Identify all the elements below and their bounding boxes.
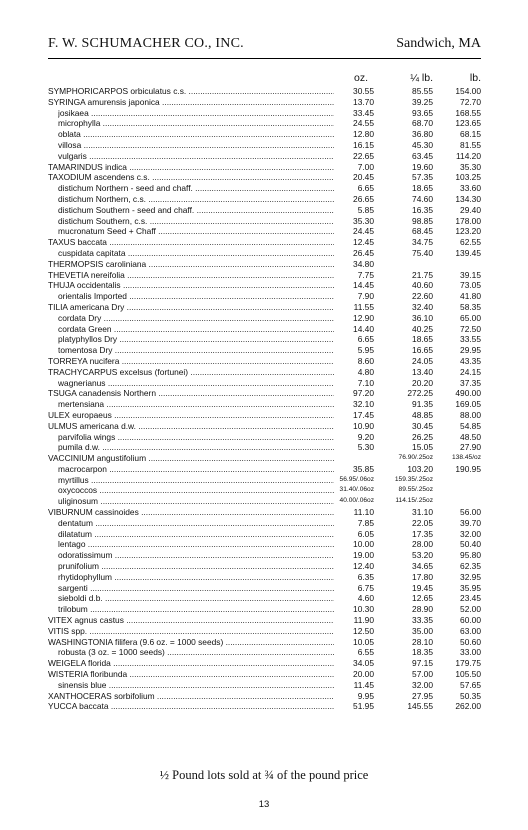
price-oz: 24.55 [353, 118, 374, 129]
table-row [48, 399, 481, 410]
table-row [48, 86, 481, 97]
table-row [48, 259, 481, 270]
price-quarter-lb: 74.60 [412, 193, 433, 204]
species-name: lentago ..... [58, 539, 334, 550]
price-oz: 6.75 [357, 582, 374, 593]
price-lb: 178.00 [455, 215, 481, 226]
species-name: distichum Northern, c.s. ..... [58, 194, 334, 205]
price-oz: 7.90 [357, 291, 374, 302]
price-oz: 19.00 [353, 550, 374, 561]
table-row [48, 367, 481, 378]
page-number: 13 [258, 799, 270, 810]
price-quarter-lb: 21.75 [412, 269, 433, 280]
table-row [48, 539, 481, 550]
price-oz: 51.95 [353, 701, 374, 712]
price-oz: 20.00 [353, 669, 374, 680]
table-row [48, 151, 481, 162]
table-row [48, 334, 481, 345]
footer-note: ½ Pound lots sold at ¾ of the pound price [159, 768, 369, 782]
price-quarter-lb: 33.35 [412, 615, 433, 626]
price-oz: 10.00 [353, 539, 374, 550]
price-lb: 48.50 [460, 431, 481, 442]
price-lb: 41.80 [460, 291, 481, 302]
table-row [48, 485, 481, 496]
price-oz: 32.10 [353, 399, 374, 410]
price-quarter-lb: 98.85 [412, 215, 433, 226]
price-quarter-lb: 24.05 [412, 355, 433, 366]
species-name: oblata ..... [58, 129, 334, 140]
table-row [48, 302, 481, 313]
price-oz: 6.05 [357, 528, 374, 539]
table-row [48, 216, 481, 227]
table-row [48, 237, 481, 248]
price-lb: 23.45 [460, 593, 481, 604]
price-lb: 32.95 [460, 571, 481, 582]
table-row [48, 658, 481, 669]
price-quarter-lb: 15.05 [412, 442, 433, 453]
price-quarter-lb: 36.80 [412, 129, 433, 140]
price-oz: 35.30 [353, 215, 374, 226]
price-oz: 6.65 [357, 334, 374, 345]
price-lb: 50.35 [460, 690, 481, 701]
price-oz: 10.90 [353, 420, 374, 431]
species-name: distichum Northern - seed and chaff. ..... [58, 183, 334, 194]
price-quarter-lb: 18.65 [412, 334, 433, 345]
page-header [48, 36, 481, 56]
species-name: mucronatum Seed + Chaff ..... [58, 226, 334, 237]
price-oz: 7.85 [357, 517, 374, 528]
price-quarter-lb: 85.55 [412, 86, 433, 96]
price-lb: 72.70 [460, 96, 481, 107]
price-quarter-lb: 34.65 [412, 561, 433, 572]
table-row [48, 572, 481, 583]
species-name: orientalis Imported ..... [58, 291, 334, 302]
table-row [48, 129, 481, 140]
price-quarter-lb: 76.90/.25oz [398, 454, 433, 462]
price-lb: 179.75 [455, 658, 481, 669]
price-lb: 33.00 [460, 647, 481, 658]
price-oz: 7.75 [357, 269, 374, 280]
table-row [48, 615, 481, 626]
column-header-quarter-lb: ¼ lb. [410, 72, 433, 84]
price-list [48, 86, 481, 712]
species-name: distichum Southern, c.s. ..... [58, 216, 334, 227]
price-lb: 73.05 [460, 280, 481, 291]
price-quarter-lb: 17.80 [412, 571, 433, 582]
price-quarter-lb: 26.25 [412, 431, 433, 442]
species-name: platyphyllos Dry ..... [58, 334, 334, 345]
column-header-lb: lb. [469, 72, 481, 84]
price-oz: 9.20 [357, 431, 374, 442]
table-row [48, 172, 481, 183]
price-quarter-lb: 30.45 [412, 420, 433, 431]
price-lb: 29.95 [460, 345, 481, 356]
species-name: villosa ..... [58, 140, 334, 151]
price-quarter-lb: 20.20 [412, 377, 433, 388]
price-quarter-lb: 35.00 [412, 625, 433, 636]
price-quarter-lb: 31.10 [412, 507, 433, 518]
table-row [48, 647, 481, 658]
price-oz: 31.40/.06oz [339, 486, 374, 494]
price-quarter-lb: 93.65 [412, 107, 433, 118]
price-lb: 103.25 [455, 172, 481, 183]
table-row [48, 280, 481, 291]
company-location: Sandwich, MA [396, 36, 481, 51]
species-name: oxycoccos ..... [58, 485, 334, 496]
price-lb: 39.15 [460, 269, 481, 280]
price-oz: 12.40 [353, 561, 374, 572]
price-quarter-lb: 40.25 [412, 323, 433, 334]
species-name: cordata Green ..... [58, 324, 334, 335]
species-name: THUJA occidentalis ..... [48, 280, 334, 291]
price-quarter-lb: 145.55 [407, 701, 433, 712]
species-name: uliginosum ..... [58, 496, 334, 507]
price-oz: 4.80 [357, 366, 374, 377]
species-name: YUCCA baccata ..... [48, 701, 334, 712]
price-oz: 8.60 [357, 355, 374, 366]
table-row [48, 561, 481, 572]
species-name: TAMARINDUS indica ..... [48, 162, 334, 173]
price-oz: 20.45 [353, 172, 374, 183]
price-oz: 56.95/.06oz [339, 475, 374, 483]
species-name: mertensiana ..... [58, 399, 334, 410]
price-quarter-lb: 16.35 [412, 204, 433, 215]
price-lb: 123.65 [455, 118, 481, 129]
price-oz: 33.45 [353, 107, 374, 118]
species-name: tomentosa Dry ..... [58, 345, 334, 356]
price-lb: 24.15 [460, 366, 481, 377]
table-row [48, 475, 481, 486]
price-quarter-lb: 12.65 [412, 593, 433, 604]
price-oz: 10.05 [353, 636, 374, 647]
price-quarter-lb: 28.10 [412, 636, 433, 647]
price-lb: 114.20 [456, 150, 481, 161]
species-name: microphylla ..... [58, 118, 334, 129]
price-quarter-lb: 272.25 [407, 388, 433, 399]
price-oz: 34.80 [353, 258, 374, 269]
price-lb: 33.60 [460, 183, 481, 194]
table-row [48, 118, 481, 129]
price-oz: 5.85 [357, 204, 374, 215]
price-oz: 9.95 [357, 690, 374, 701]
species-name: THERMOPSIS caroliniana ..... [48, 259, 334, 270]
price-lb: 490.00 [455, 388, 481, 399]
table-row [48, 194, 481, 205]
table-row [48, 464, 481, 475]
species-name: cordata Dry ..... [58, 313, 334, 324]
price-lb: 190.95 [455, 463, 481, 474]
table-row [48, 378, 481, 389]
price-quarter-lb: 48.85 [412, 409, 433, 420]
price-oz: 35.85 [353, 463, 374, 474]
price-oz: 26.65 [353, 193, 374, 204]
price-quarter-lb: 32.40 [412, 301, 433, 312]
price-quarter-lb: 39.25 [412, 96, 433, 107]
table-row [48, 356, 481, 367]
species-name: sieboldi d.b. ..... [58, 593, 334, 604]
price-lb: 262.00 [455, 701, 481, 712]
table-row [48, 270, 481, 281]
price-quarter-lb: 159.35/.25oz [394, 475, 433, 483]
price-lb: 56.00 [460, 507, 481, 518]
table-row [48, 421, 481, 432]
price-quarter-lb: 18.35 [412, 647, 433, 658]
price-quarter-lb: 68.45 [412, 226, 433, 237]
price-oz: 30.55 [353, 86, 374, 96]
price-quarter-lb: 63.45 [412, 150, 433, 161]
table-row [48, 97, 481, 108]
species-name: WISTERIA floribunda ..... [48, 669, 334, 680]
table-row [48, 140, 481, 151]
price-quarter-lb: 68.70 [412, 118, 433, 129]
table-row [48, 626, 481, 637]
table-row [48, 324, 481, 335]
price-quarter-lb: 32.00 [412, 679, 433, 690]
price-lb: 63.00 [460, 625, 481, 636]
price-oz: 6.65 [357, 183, 374, 194]
species-name: XANTHOCERAS sorbifolium ..... [48, 691, 334, 702]
price-lb: 123.20 [455, 226, 481, 237]
table-row [48, 108, 481, 119]
price-lb: 32.00 [460, 528, 481, 539]
table-row [48, 637, 481, 648]
price-quarter-lb: 114.15/.25oz [395, 497, 433, 505]
species-name: ULMUS americana d.w. ..... [48, 421, 334, 432]
table-row [48, 313, 481, 324]
species-name: WEIGELA florida ..... [48, 658, 334, 669]
species-name: TILIA americana Dry ..... [48, 302, 334, 313]
price-quarter-lb: 18.65 [412, 183, 433, 194]
species-name: TRACHYCARPUS excelsus (fortunei) ..... [48, 367, 334, 378]
column-header-oz: oz. [353, 72, 368, 84]
species-name: cuspidata capitata ..... [58, 248, 334, 259]
species-name: pumila d.w. ..... [58, 442, 334, 453]
price-quarter-lb: 16.65 [412, 345, 433, 356]
species-name: odoratissimum ..... [58, 550, 334, 561]
price-oz: 11.55 [353, 301, 374, 312]
price-oz: 24.45 [353, 226, 374, 237]
price-lb: 95.80 [460, 550, 481, 561]
species-name: macrocarpon ..... [58, 464, 334, 475]
price-quarter-lb: 28.90 [412, 604, 433, 615]
species-name: TORREYA nucifera ..... [48, 356, 334, 367]
price-lb: 43.35 [460, 355, 481, 366]
species-name: dentatum ..... [58, 518, 334, 529]
price-quarter-lb: 103.20 [407, 463, 433, 474]
price-lb: 169.05 [455, 399, 481, 410]
header-rule [48, 58, 481, 59]
table-row [48, 593, 481, 604]
price-quarter-lb: 89.55/.25oz [398, 486, 433, 494]
table-row [48, 432, 481, 443]
table-row [48, 669, 481, 680]
price-lb: 168.55 [455, 107, 481, 118]
species-name: SYRINGA amurensis japonica ..... [48, 97, 334, 108]
species-name: distichum Southern - seed and chaff. ..... [58, 205, 334, 216]
price-quarter-lb: 36.10 [412, 312, 433, 323]
species-name: vulgaris ..... [58, 151, 334, 162]
table-row [48, 507, 481, 518]
species-name: sinensis blue ..... [58, 680, 334, 691]
table-row [48, 550, 481, 561]
price-lb: 39.70 [460, 517, 481, 528]
price-oz: 12.45 [353, 237, 374, 248]
table-row [48, 680, 481, 691]
company-name: F. W. SCHUMACHER CO., INC. [48, 36, 244, 51]
table-row [48, 496, 481, 507]
price-lb: 68.15 [460, 129, 481, 140]
species-name: parvifolia wings ..... [58, 432, 334, 443]
price-lb: 105.50 [455, 669, 481, 680]
table-row [48, 162, 481, 173]
price-quarter-lb: 27.95 [412, 690, 433, 701]
price-quarter-lb: 13.40 [412, 366, 433, 377]
price-lb: 54.85 [460, 420, 481, 431]
price-oz: 12.50 [353, 625, 374, 636]
price-oz: 11.10 [353, 507, 374, 518]
price-lb: 52.00 [460, 604, 481, 615]
price-oz: 7.10 [357, 377, 374, 388]
price-quarter-lb: 45.30 [412, 139, 433, 150]
price-oz: 34.05 [353, 658, 374, 669]
species-name: VIBURNUM cassinoides ..... [48, 507, 334, 518]
species-name: VITEX agnus castus ..... [48, 615, 334, 626]
price-lb: 72.50 [460, 323, 481, 334]
price-oz: 40.00/.06oz [339, 497, 374, 505]
price-oz: 6.35 [357, 571, 374, 582]
table-row [48, 453, 481, 464]
species-name: dilatatum ..... [58, 529, 334, 540]
price-quarter-lb: 53.20 [412, 550, 433, 561]
price-lb: 50.40 [460, 539, 481, 550]
species-name: ULEX europaeus ..... [48, 410, 334, 421]
price-oz: 13.70 [353, 96, 374, 107]
price-quarter-lb: 57.00 [412, 669, 433, 680]
species-name: WASHINGTONIA filifera (9.6 oz. = 1000 seeds) ..... [48, 637, 334, 648]
price-quarter-lb: 34.75 [412, 237, 433, 248]
price-oz: 22.65 [353, 150, 374, 161]
species-name: trilobum ..... [58, 604, 334, 615]
price-quarter-lb: 19.45 [412, 582, 433, 593]
price-oz: 12.80 [353, 129, 374, 140]
price-lb: 35.95 [460, 582, 481, 593]
price-oz: 17.45 [353, 409, 374, 420]
price-quarter-lb: 75.40 [412, 247, 433, 258]
price-oz: 4.60 [357, 593, 374, 604]
table-row [48, 604, 481, 615]
species-name: TAXODIUM ascendens c.s. ..... [48, 172, 334, 183]
table-row [48, 701, 481, 712]
price-oz: 7.00 [357, 161, 374, 172]
price-lb: 37.35 [460, 377, 481, 388]
table-row [48, 388, 481, 399]
species-name: myrtillus ..... [58, 475, 334, 486]
price-lb: 62.55 [460, 237, 481, 248]
species-name: THEVETIA nereifolia ..... [48, 270, 334, 281]
price-quarter-lb: 17.35 [412, 528, 433, 539]
table-row [48, 529, 481, 540]
species-name: TSUGA canadensis Northern ..... [48, 388, 334, 399]
species-name: VITIS spp. ..... [48, 626, 334, 637]
price-quarter-lb: 40.60 [412, 280, 433, 291]
column-headers [48, 72, 481, 86]
table-row [48, 205, 481, 216]
species-name: sargenti ..... [58, 583, 334, 594]
species-name: SYMPHORICARPOS orbiculatus c.s. ..... [48, 86, 334, 97]
price-oz: 11.45 [353, 679, 374, 690]
table-row [48, 442, 481, 453]
price-lb: 29.40 [460, 204, 481, 215]
price-oz: 14.45 [353, 280, 374, 291]
price-lb: 50.60 [460, 636, 481, 647]
table-row [48, 410, 481, 421]
price-oz: 26.45 [353, 247, 374, 258]
price-lb: 33.55 [460, 334, 481, 345]
table-row [48, 345, 481, 356]
price-lb: 138.45/oz [452, 454, 481, 462]
price-lb: 57.65 [460, 679, 481, 690]
price-lb: 88.00 [460, 409, 481, 420]
table-row [48, 691, 481, 702]
table-row [48, 583, 481, 594]
table-row [48, 248, 481, 259]
price-oz: 6.55 [357, 647, 374, 658]
price-lb: 27.90 [460, 442, 481, 453]
species-name: robusta (3 oz. = 1000 seeds) ..... [58, 647, 334, 658]
table-row [48, 183, 481, 194]
price-oz: 14.40 [353, 323, 374, 334]
price-lb: 154.00 [455, 86, 481, 96]
table-row [48, 518, 481, 529]
price-oz: 12.90 [353, 312, 374, 323]
price-lb: 65.00 [460, 312, 481, 323]
price-lb: 139.45 [455, 247, 481, 258]
table-row [48, 291, 481, 302]
price-oz: 97.20 [353, 388, 374, 399]
price-oz: 11.90 [353, 615, 374, 626]
price-oz: 5.95 [357, 345, 374, 356]
price-quarter-lb: 91.35 [412, 399, 433, 410]
price-lb: 60.00 [460, 615, 481, 626]
species-name: wagnerianus ..... [58, 378, 334, 389]
species-name: rhytidophyllum ..... [58, 572, 334, 583]
price-quarter-lb: 19.60 [412, 161, 433, 172]
price-quarter-lb: 22.60 [412, 291, 433, 302]
species-name: VACCINIUM angustifolium ..... [48, 453, 334, 464]
price-lb: 81.55 [460, 139, 481, 150]
species-name: josikaea ..... [58, 108, 334, 119]
price-quarter-lb: 22.05 [412, 517, 433, 528]
price-oz: 5.30 [357, 442, 374, 453]
price-oz: 16.15 [353, 139, 374, 150]
species-name: prunifolium ..... [58, 561, 334, 572]
price-lb: 62.35 [460, 561, 481, 572]
price-quarter-lb: 57.35 [412, 172, 433, 183]
price-oz: 10.30 [353, 604, 374, 615]
table-row [48, 226, 481, 237]
price-lb: 58.35 [460, 301, 481, 312]
species-name: TAXUS baccata ..... [48, 237, 334, 248]
price-lb: 35.30 [460, 161, 481, 172]
price-quarter-lb: 97.15 [412, 658, 433, 669]
price-quarter-lb: 28.00 [412, 539, 433, 550]
price-lb: 134.30 [455, 193, 481, 204]
